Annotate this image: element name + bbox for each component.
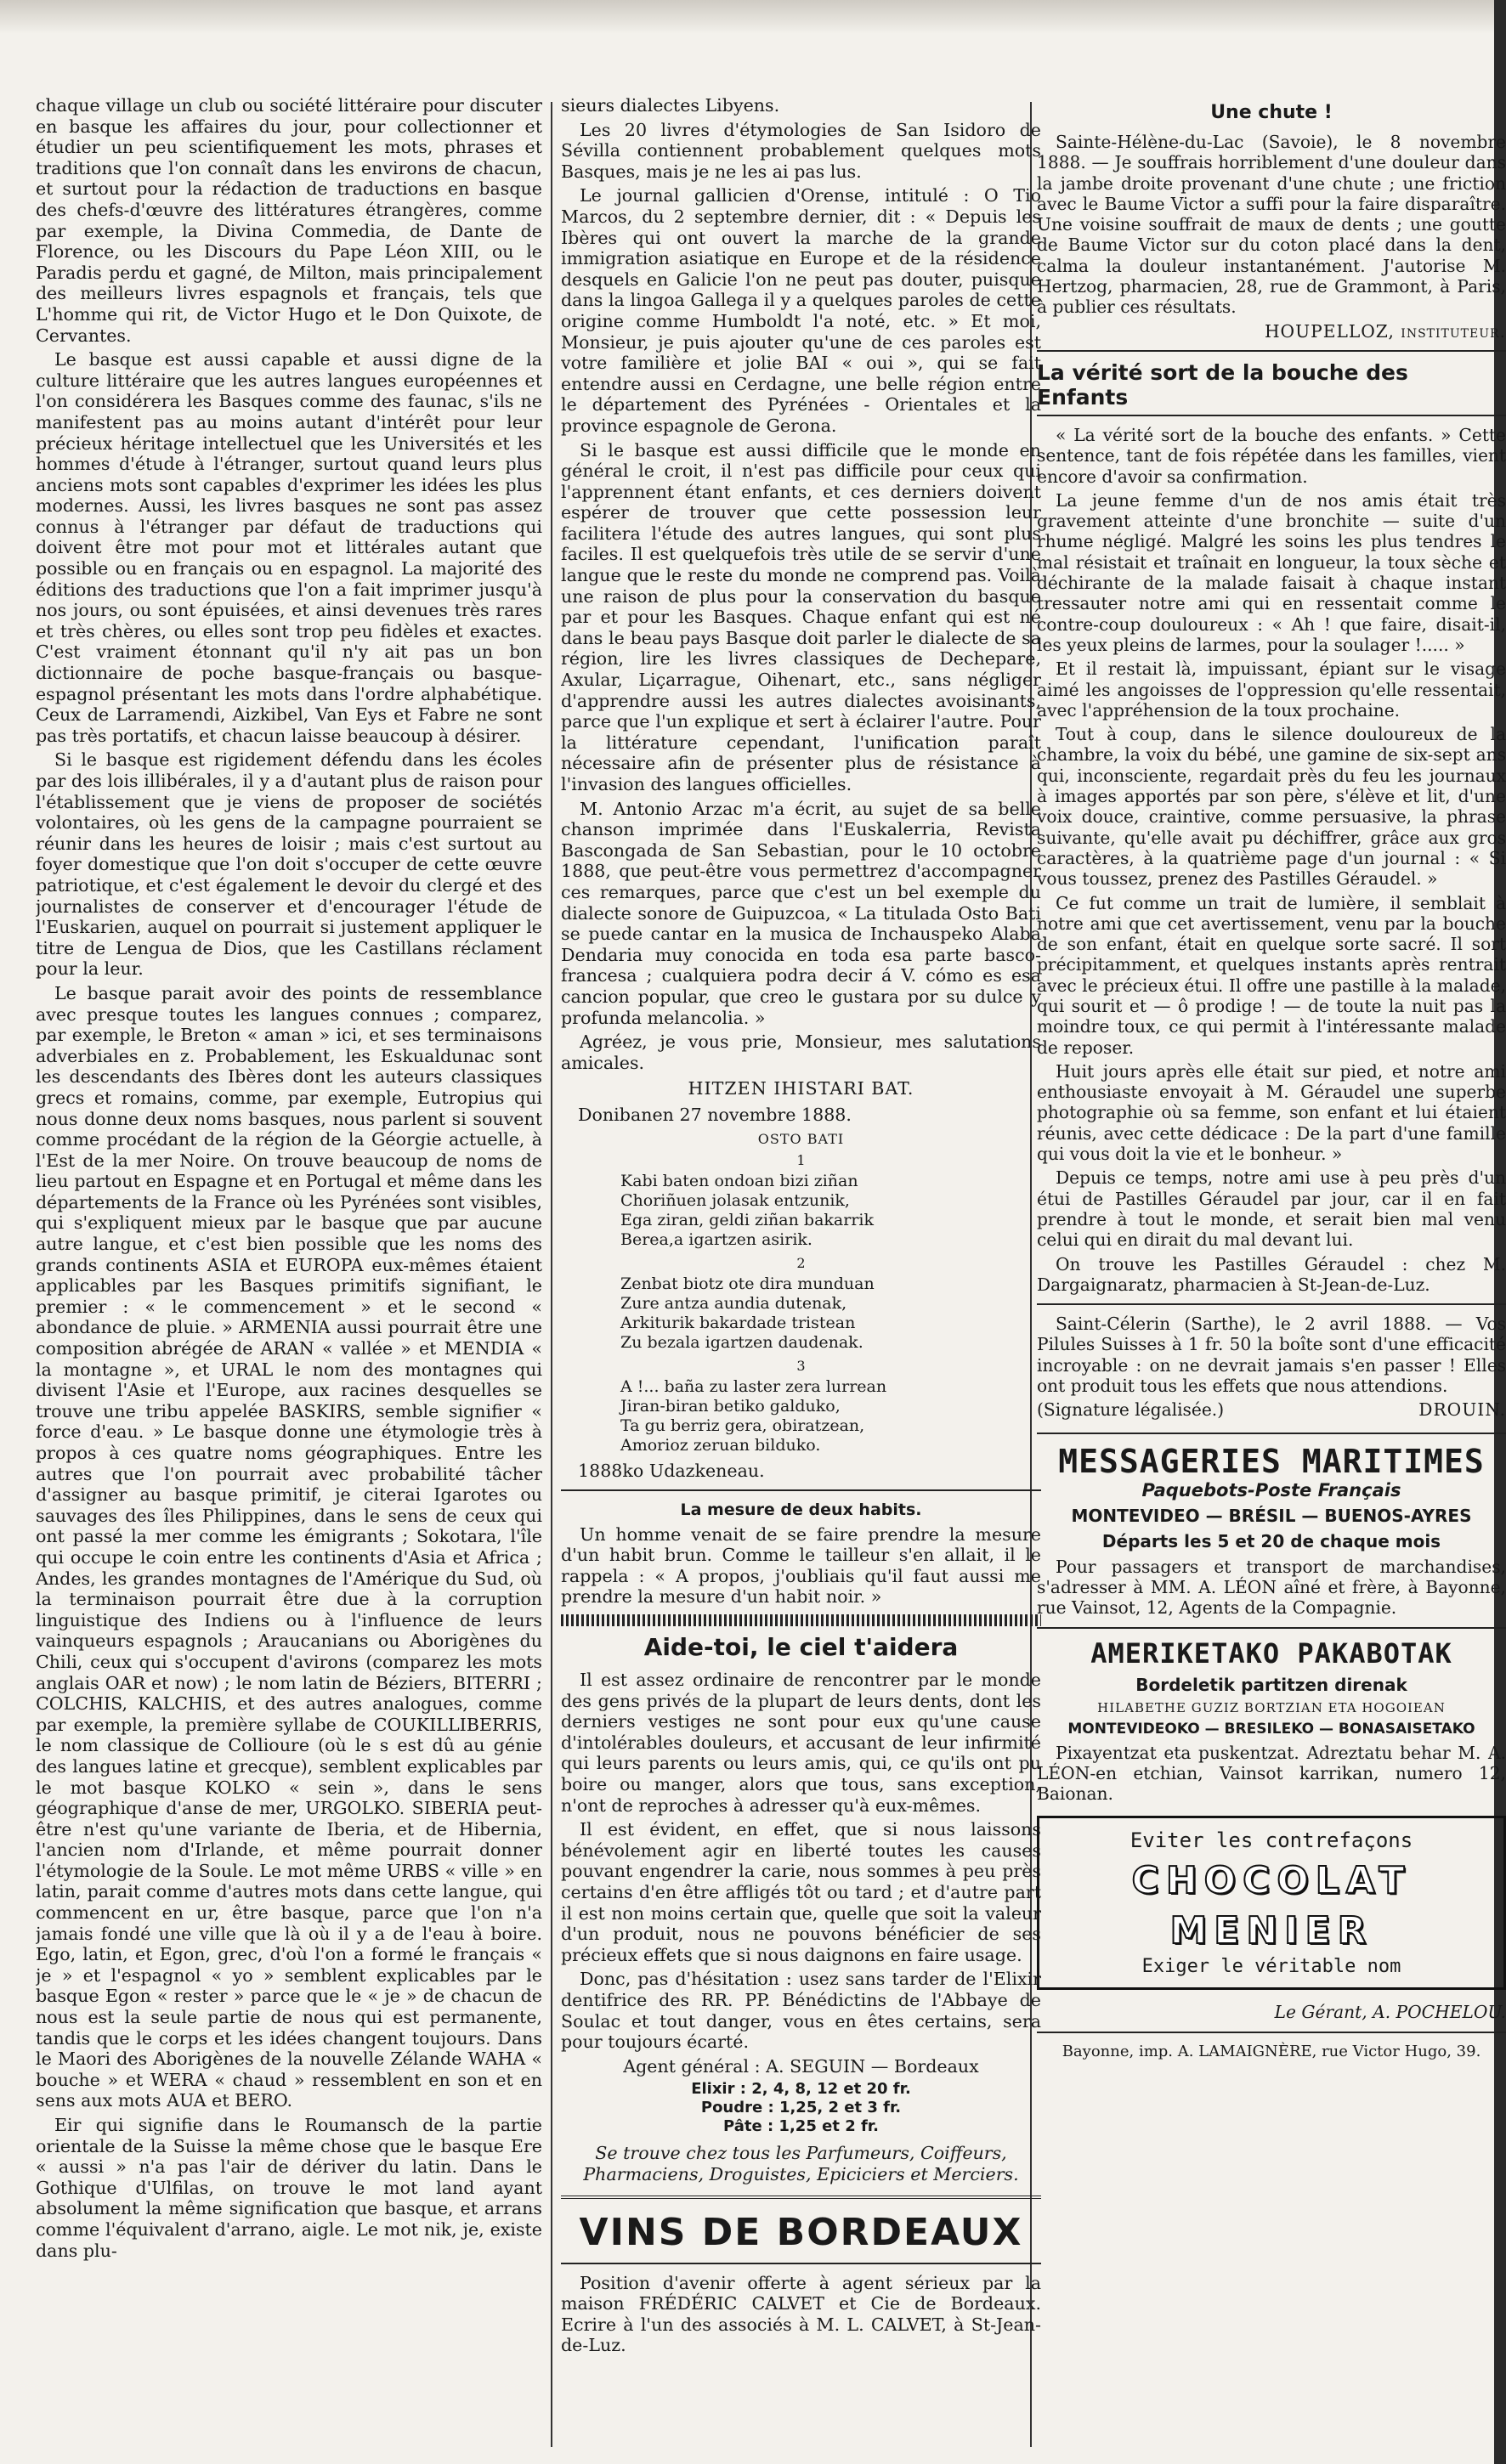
article-paragraph: Le basque parait avoir des points de ressemblance avec presque toutes les langues connues ; comparez, par exemple, le Breton « aman » ici, et ses terminaisons adverbiales en z. Probablement, les Eskualdunac sont les descendants des Ibères dont les auteurs classiques grecs et romains, comme, par exemple, Eutropius qui nous donne deux noms basques, nous parlent si souvent comme procédant de la région de la Géorgie actuelle, à l'Est de la mer Noire. On trouve beaucoup de noms de lieu partout en Espagne et en Portugal et même dans les départements de la France où les Pyrénées sont visibles, qui s'expliquent mieux par le basque que par aucune autre langue, et c'est bien possible que les noms des grands continents ASIA et EUROPA eux-mêmes étaient applicables par les Basques primitifs signifiant, le premier : « le commencement » et le second « abondance de pluie. » ARMENIA aussi pourrait être une composition abrégée de ARAN « vallée » et MENDIA « la montagne », et URAL le nom des montagnes qui divisent l'Asie et l'Europe, aux racines desquelles se trouve une tribu appelée BASKIRS, semble signifier « force d'eau. » Le basque donne une étymologie très à propos à ces quatre noms géographiques. Entre les autres que l'on pourrait avec probabilité tâcher d'assigner au basque primitif, je citerai Igarotes ou sauvages des îles Philippines, dans le sens de ceux qui ont passé la mer comme les émigrants ; Sokotara, l'île qui occupe le coin entre les continents d'Asia et Africa ; Andes, les grandes montagnes de l'Amérique du Sud, où la terminaison pourrait être due à la corruption linguistique des Indiens ou à l'influence de leurs vainqueurs espagnols ; Araucanians ou Aborigènes du Chili, ceux qui s'occupent d'avirons (comparez les mots anglais OAR et now) ; le nom latin de Béziers, BITERRI ; COLCHIS, KALCHIS, et des autres analogues, comme par exemple, la première syllabe de COUKILLIBERRIS, le nom classique de Collioure (où le s est dû au génie des langues latine et grecque), semblent explicables par le mot basque KOLKO « sein », dans le sens géographique d'anse de mer, URGOLKO. SIBERIA peut-être n'est qu'une variante de Iberia, et de Hibernia, l'ancien nom d'Irlande, et même pourrait donner l'étymologie de la Soule. Le mot même URBS « ville » en latin, parait comme d'autres mots dans cette langue, qui commencent en ur, être basque, parce que l'on n'a jamais fondé une ville que là où il y a de l'eau à boire. Ego, latin, et Egon, grec, d'où l'on a formé le français « je » et l'espagnol « yo » semblent explicables par le basque Egon « rester » parce que le « je » de chacun de nous est la seule partie de nous qui est permanente, tandis que le corps et les idées changent toujours. Dans le Maori des Aborigènes de la nouvelle Zélande WAHA « bouche » et WERA « chaud » ressemblent en son et en sens aux mots AUA et BERO. xyxy=(36,982,542,2111)
ad-signature: DROUIN. xyxy=(1418,1399,1506,1421)
poem-line: A !... baña zu laster zera lurrean xyxy=(620,1376,887,1396)
divider xyxy=(561,1489,1041,1491)
ad-paragraph: Il est assez ordinaire de rencontrer par le monde des gens privés de la plupart de leurs dents, dont les derniers vestiges ne sont pour eux qu'une cause d'intolérables douleurs, et accusant de leur infirmité qui leurs parents ou leurs amis, qui, ce qu'ils ont pu boire ou manger, alors que tous, sans exception, n'ont de reproches à adresser qu'à eux-mêmes. xyxy=(561,1670,1041,1816)
divider xyxy=(1037,1627,1506,1629)
ad-paragraph: Sainte-Hélène-du-Lac (Savoie), le 8 novembre 1888. — Je souffrais horriblement d'une douleur dans la jambe droite provenant d'une chute ; une friction avec le Baume Victor a suffi pour la faire disparaître. Une voisine souffrait de maux de dents ; une goutte de Baume Victor sur du coton placé dans la dent, calma la douleur instantanément. J'autorise M. Hertzog, pharmacien, 28, rue de Grammont, à Paris, à publier ces résultats. xyxy=(1037,132,1506,318)
article-paragraph: Si le basque est aussi difficile que le monde en général le croit, il n'est pas difficile pour ceux qui l'apprennent étant enfants, et ces derniers doivent espérer de trouver que cette possession leur facilitera l'étude des autres langues, qui sont plus faciles. Il est quelquefois très utile de se servir d'une langue que le reste du monde ne comprend pas. Voilà une raison de plus pour la conservation du basque par et pour les Basques. Chaque enfant qui est né dans le beau pays Basque doit parler le dialecte de sa région, lire les livres classiques de Dechepare, Axular, Liçarrague, Oihenart, etc., sans négliger d'apprendre aussi les autres dialectes avoisinants, parce que l'un explique et sert à éclairer l'autre. Pour la littérature cependant, l'unification paraît nécessaire afin de présenter plus de résistance à l'invasion des langues officielles. xyxy=(561,439,1041,794)
poem-line: Zure antza aundia dutenak, xyxy=(620,1293,847,1313)
anecdote-title: La mesure de deux habits. xyxy=(680,1500,922,1520)
ad-agent: Agent général : A. SEGUIN — Bordeaux xyxy=(623,2055,979,2077)
article-paragraph: Le journal gallicien d'Orense, intitulé : O Tio Marcos, du 2 septembre dernier, dit : « Depuis les Ibères qui ont ouvert la marche de la grande immigration asiatique en Europe et de la résidence desquels en Galicie l'on ne peut pas douter, puisque dans la lingoa Gallega il y a quelques paroles de cette origine comme Humboldt l'a noté, etc. » Et moi, Monsieur, je puis ajouter qu'une de ces paroles est votre familière et jolie BAI « oui », qui se fait entendre aussi en Cerdagne, une belle région entre le département des Pyrénées - Orientales et la province espagnole de Gerona. xyxy=(561,185,1041,436)
poem-line: Kabi baten ondoan bizi ziñan xyxy=(620,1171,858,1190)
letter-signature: HITZEN IHISTARI BAT. xyxy=(688,1078,914,1099)
ad-price-line: Poudre : 1,25, 2 et 3 fr. xyxy=(700,2099,902,2117)
ad-paragraph: Huit jours après elle était sur pied, et notre ami enthousiaste envoyait à M. Géraudel une superbe photographie où sa femme, son enfant et lui étaient réunis, avec cette dédicace : De la part d'une famille qui vous doit la vie et le bonheur. » xyxy=(1037,1060,1506,1165)
poem-stanza xyxy=(561,1152,1041,1250)
ad-bottom-line: Exiger le véritable nom xyxy=(1141,1956,1401,1978)
stanza-number: 2 xyxy=(796,1254,806,1271)
poem-line: Ta gu berriz gera, obiratzean, xyxy=(620,1416,865,1435)
article-paragraph: chaque village un club ou société littéraire pour discuter en basque les affaires du jour, pour collectionner et étudier un peu scientifiquement les mots, phrases et traditions que l'on connaît dans les environs de chacun, et surtout pour la rédaction de traductions en basque des chefs-d'œuvre des littératures étrangères, comme par exemple, la Divina Commedia, de Dante de Florence, ou les Discours du Pape Léon XIII, ou le Paradis perdu et gagné, de Milton, mais principalement des meilleurs livres espagnols et français, tels que L'homme qui rit, de Victor Hugo et le Don Quixote, de Cervantes. xyxy=(36,95,542,346)
divider xyxy=(1037,350,1506,352)
poem-line: Zu bezala igartzen daudenak. xyxy=(620,1332,863,1352)
poem-line: Zenbat biotz ote dira munduan xyxy=(620,1274,875,1293)
letter-dateline: Donibanen 27 novembre 1888. xyxy=(578,1104,852,1125)
poem-line: Jiran-biran betiko galduko, xyxy=(620,1396,841,1416)
ad-line: HILABETHE GUZIZ BORTZIAN ETA HOGOIEAN xyxy=(1097,1699,1446,1715)
article-paragraph: Le basque est aussi capable et aussi digne de la culture littéraire que les autres langues européennes et l'on considérera les Basques comme des faunac, s'ils ne manifestent pas au moins autant d'intérêt pour leur précieux héritage intellectuel que les Universités et les hommes d'étude à l'étranger, surtout quand leurs plus anciens mots sont capables d'exprimer les idées les plus modernes. Aussi, les livres basques ne sont pas assez connus à l'étranger par défaut de traductions qui doivent être mot pour mot et littérales autant que possible ou en français ou en espagnol. La majorité des éditions des traductions que l'on a fait imprimer jusqu'à nos jours, ou sont épuisées, et ainsi devenues très rares et très chères, ou elles sont trop peu fidèles et exactes. C'est vraiment étonnant qu'il n'y ait pas un bon dictionnaire de poche basque-français ou basque-espagnol présentant les mots dans l'ordre alphabétique. Ceux de Larramendi, Aizkibel, Van Eys et Fabre ne sont pas très portatifs, et chacun laisse beaucoup à désirer. xyxy=(36,349,542,746)
ad-signature-row xyxy=(1037,1399,1506,1423)
stanza-number: 3 xyxy=(796,1357,806,1374)
ad-paragraph: Il est évident, en effet, que si nous laissons bénévolement agir en liberté toutes les causes pouvant engendrer la carie, nous sommes à peu près certains d'en être affligés tôt ou tard ; et d'autre part il est non moins certain que, quelle que soit la valeur d'un produit, nous ne pouvons bénéficier de ses précieux effets que si nous daignons en faire usage. xyxy=(561,1819,1041,1965)
article-paragraph: Eir qui signifie dans le Roumansch de la partie orientale de la Suisse la même chose que le basque Ere « aussi » n'a pas l'air de dériver du latin. Dans le Gothique d'Ulfilas, on trouve le mot land ayant absolument la même signification que basque, et arrans comme l'équivalent d'arrano, aigle. Le mot nik, je, existe dans plu- xyxy=(36,2115,542,2261)
ad-paragraph: Donc, pas d'hésitation : usez sans tarder de l'Elixir dentifrice des RR. PP. Bénédictins de l'Abbaye de Soulac et tout danger, vous en êtes certains, sera pour toujours écarté. xyxy=(561,1969,1041,2053)
poem-title: OSTO BATI xyxy=(757,1130,845,1147)
ad-note: (Signature légalisée.) xyxy=(1037,1399,1225,1421)
ad-paragraph: On trouve les Pastilles Géraudel : chez M. Dargaignaratz, pharmacien à St-Jean-de-Luz. xyxy=(1037,1253,1506,1295)
chocolat-menier-ad xyxy=(1037,1816,1506,1990)
ornamental-divider xyxy=(561,1614,1041,1626)
article-paragraph: sieurs dialectes Libyens. xyxy=(561,95,780,116)
gerant-line: Le Gérant, A. POCHELOU. xyxy=(1274,2002,1506,2023)
ad-stockists: Se trouve chez tous les Parfumeurs, Coiffeurs, Pharmaciens, Droguistes, Epiciciers et Merciers. xyxy=(583,2143,1019,2184)
ad-route: MONTEVIDEO — BRÉSIL — BUENOS-AYRES xyxy=(1071,1505,1472,1526)
divider xyxy=(1037,415,1506,416)
ad-subtitle: Paquebots-Poste Français xyxy=(1141,1479,1401,1500)
ad-subtitle: Bordeletik partitzen direnak xyxy=(1135,1674,1407,1695)
anecdote-text: Un homme venait de se faire prendre la mesure d'un habit brun. Comme le tailleur s'en allait, il le rappela : « A propos, j'oubliais qu'il faut aussi me prendre la mesure d'un habit noir. » xyxy=(561,1523,1041,1608)
poem-stanza xyxy=(561,1358,1041,1455)
ad-signature: HOUPELLOZ, instituteur. xyxy=(1264,320,1506,342)
ad-paragraph: Saint-Célerin (Sarthe), le 2 avril 1888. — Vos Pilules Suisses à 1 fr. 50 la boîte sont d'une efficacité incroyable : on ne devrait jamais s'en passer ! Elles ont produit tous les effets que nous attendions. xyxy=(1037,1314,1506,1397)
ad-paragraph: Et il restait là, impuissant, épiant sur le visage aimé les angoisses de l'oppression qu'elle ressentait, avec l'appréhension de la toux prochaine. xyxy=(1037,658,1506,721)
column-3 xyxy=(1037,95,1506,2066)
article-paragraph: Les 20 livres d'étymologies de San Isidoro de Sévilla contiennent probablement quelques mots Basques, mais je ne les ai pas lus. xyxy=(561,119,1041,182)
ad-route: MONTEVIDEOKO — BRESILEKO — BONASAISETAKO xyxy=(1067,1720,1475,1738)
column-2 xyxy=(561,95,1041,2359)
ad-heading-vins: VINS DE BORDEAUX xyxy=(579,2210,1023,2254)
divider xyxy=(1037,2032,1506,2033)
poem-line: Amorioz zeruan bilduko. xyxy=(620,1435,821,1455)
ad-heading: Une chute ! xyxy=(1210,102,1333,123)
poem-line: Berea,a igartzen asirik. xyxy=(620,1229,812,1249)
ad-paragraph: Ce fut comme un trait de lumière, il semblait à notre ami que cet avertissement, venu par la bouche de son enfant, était en quelque sorte sacré. Il sort précipitamment, et quelques instants après rentrait avec le précieux étui. Il offre une pastille à la malade, qui sourit et — ô prodige ! — de toute la nuit pas la moindre toux, ce qui permit à l'intéressante malade de reposer. xyxy=(1037,892,1506,1058)
imprint-line: Bayonne, imp. A. LAMAIGNÈRE, rue Victor Hugo, 39. xyxy=(1062,2042,1481,2060)
ad-price-line: Elixir : 2, 4, 8, 12 et 20 fr. xyxy=(691,2080,911,2099)
divider xyxy=(1037,1303,1506,1305)
ad-heading: Aide-toi, le ciel t'aidera xyxy=(643,1633,959,1662)
ad-heading-amerike: AMERIKETAKO PAKABOTAK xyxy=(1090,1636,1452,1670)
ad-brand-menier: MENIER xyxy=(1169,1909,1373,1953)
ad-paragraph: Tout à coup, dans le silence douloureux de la chambre, la voix du bébé, une gamine de six-sept ans qui, inconsciente, regardait près du feu les journaux à images apportés par son père, s'élève et lit, d'une voix douce, craintive, comme persuasive, la phrase suivante, qu'elle avait pu déchiffrer, grâce aux gros caractères, à la quatrième page d'un journal : « Si vous toussez, prenez des Pastilles Géraudel. » xyxy=(1037,724,1506,890)
ad-paragraph: La jeune femme d'un de nos amis était très gravement atteinte d'une bronchite — suite d'un rhume négligé. Malgré les soins les plus tendres le mal résistait et traînait en longueur, la toux sèche et déchirante de la malade faisait à chaque instant tressauter notre ami qui en ressentait comme le contre-coup douloureux : « Ah ! que faire, disait-il, les yeux pleins de larmes, pour la soulager !..... » xyxy=(1037,489,1506,655)
ad-paragraph: Depuis ce temps, notre ami use à peu près d'un étui de Pastilles Géraudel par jour, car il en fait prendre à tout le monde, et serait bien mal venu celui qui en dirait du mal devant lui. xyxy=(1037,1167,1506,1251)
ad-heading: La vérité sort de la bouche des Enfants xyxy=(1037,359,1408,410)
poem-line: Ega ziran, geldi ziñan bakarrik xyxy=(620,1210,874,1229)
ad-paragraph: Position d'avenir offerte à agent sérieux par la maison FRÉDÉRIC CALVET et Cie de Bordeaux. Ecrire à l'un des associés à M. L. CALVET, à St-Jean-de-Luz. xyxy=(561,2272,1041,2356)
divider xyxy=(1037,1433,1506,1434)
ad-heading-messageries: MESSAGERIES MARITIMES xyxy=(1058,1442,1485,1480)
column-rule-1 xyxy=(551,102,552,2447)
ad-top-line: Eviter les contrefaçons xyxy=(1130,1828,1413,1853)
poem-stanza xyxy=(561,1255,1041,1353)
article-paragraph: M. Antonio Arzac m'a écrit, au sujet de sa belle chanson imprimée dans l'Euskalerria, Revista Bascongada de San Sebastian, pour le 10 octobre 1888, que peut-être vous permettrez d'accompagner ces remarques, parce que c'est un bel exemple du dialecte sonore de Guipuzcoa, « La titulada Osto Bati se puede cantar en la musica de Inchauspeko Alaba Dendaria muy conocida en toda esa parte basco-francesa ; cualquiera podra decir á V. cómo es esa cancion popular, que creo le gustara por su dulce y profunda melancolia. » xyxy=(561,798,1041,1028)
column-1 xyxy=(36,95,542,2264)
article-paragraph: Agréez, je vous prie, Monsieur, mes salutations amicales. xyxy=(561,1031,1041,1073)
article-paragraph: Si le basque est rigidement défendu dans les écoles par des lois illibérales, il y a d'autant plus de raison pour l'établissement que je viens de proposer de sociétés volontaires, où les gens de la campagne pourraient se réunir dans les heures de loisir ; mais c'est surtout au foyer domestique que l'on doit s'occuper de cette œuvre patriotique, et c'est également le devoir du clergé et des journalistes de conserver et d'encourager l'étude de l'Euskarien, auquel on pourrait si justement appliquer le titre de Lengua de Dios, que les Castillans réclament pour la leur. xyxy=(36,749,542,980)
ad-brand-chocolat: CHOCOLAT xyxy=(1131,1859,1412,1903)
ad-paragraph: Pixayentzat eta puskentzat. Adreztatu behar M. A. LÉON-en etchian, Vainsot karrikan, numero 12, Baionan. xyxy=(1037,1742,1506,1805)
poem-date: 1888ko Udazkeneau. xyxy=(578,1460,765,1481)
divider xyxy=(561,2196,1041,2199)
poem-line: Choriñuen jolasak entzunik, xyxy=(620,1190,850,1210)
ad-paragraph: « La vérité sort de la bouche des enfants. » Cette sentence, tant de fois répétée dans les familles, vient encore d'avoir sa confirmation. xyxy=(1037,424,1506,487)
ad-dates: Départs les 5 et 20 de chaque mois xyxy=(1101,1530,1441,1551)
ad-paragraph: Pour passagers et transport de marchandises, s'adresser à MM. A. LÉON aîné et frère, à Bayonne, rue Vainsot, 12, Agents de la Compagnie. xyxy=(1037,1556,1506,1619)
stanza-number: 1 xyxy=(796,1151,806,1168)
poem-line: Arkiturik bakardade tristean xyxy=(620,1313,856,1332)
divider xyxy=(561,2263,1041,2264)
ad-price-line: Pâte : 1,25 et 2 fr. xyxy=(723,2117,879,2136)
page-top-shadow xyxy=(0,0,1506,34)
